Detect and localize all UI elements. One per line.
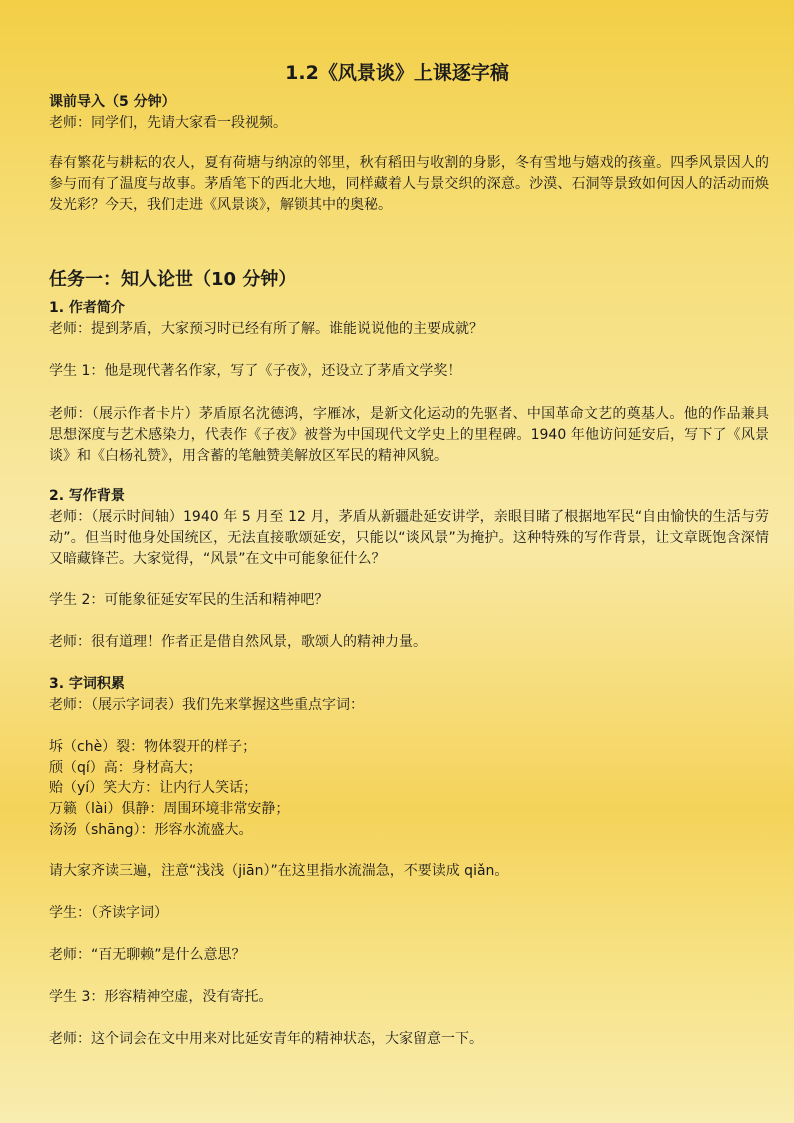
word-item: 贻（yí）笑大方：让内行人笑话； <box>49 780 258 796</box>
word-item: 汤汤（shāng）：形容水流盛大。 <box>49 822 253 838</box>
section1-student1: 学生 1：他是现代著名作家，写了《子夜》，还设立了茅盾文学奖！ <box>49 363 462 379</box>
section1-heading: 1. 作者简介 <box>49 300 125 316</box>
section2-student2: 学生 2：可能象征延安军民的生活和精神吧？ <box>49 592 329 608</box>
students-read: 学生：（齐读字词） <box>49 905 168 921</box>
section3-heading: 3. 字词积累 <box>49 676 125 692</box>
section2-teacher-reply: 老师：很有道理！作者正是借自然风景，歌颂人的精神力量。 <box>49 634 427 650</box>
section1-teacher-card: 老师：（展示作者卡片）茅盾原名沈德鸿，字雁冰，是新文化运动的先驱者、中国革命文艺的奠基人。他的作品兼具思想深度与艺术感染力，代表作《子夜》被誉为中国现代文学史上的里程碑。1940 年他访问延安后，写下了《风景谈》和《白杨礼赞》，用含蓄的笔触赞美解放区军民的精神风貌。 <box>49 406 769 464</box>
read-note: 请大家齐读三遍，注意“浅浅（jiān）”在这里指水流湍急，不要读成 qiǎn。 <box>49 863 509 879</box>
section3-teacher-table: 老师：（展示字词表）我们先来掌握这些重点字词： <box>49 697 364 713</box>
word-item: 坼（chè）裂：物体裂开的样子； <box>49 739 257 755</box>
intro-teacher-line: 老师：同学们，先请大家看一段视频。 <box>49 115 287 131</box>
word-item: 颀（qí）高：身材高大； <box>49 760 202 776</box>
teacher-end: 老师：这个词会在文中用来对比延安青年的精神状态，大家留意一下。 <box>49 1031 483 1047</box>
section2-heading: 2. 写作背景 <box>49 488 125 504</box>
word-item: 万籁（lài）俱静：周围环境非常安静； <box>49 801 290 817</box>
section1-teacher-question: 老师：提到茅盾，大家预习时已经有所了解。谁能说说他的主要成就？ <box>49 321 483 337</box>
intro-paragraph: 春有繁花与耕耘的农人，夏有荷塘与纳凉的邻里，秋有稻田与收割的身影，冬有雪地与嬉戏的孩童。四季风景因人的参与而有了温度与故事。茅盾笔下的西北大地，同样藏着人与景交织的深意。沙漠、石洞等景致如何因人的活动而焕发光彩？今天，我们走进《风景谈》，解锁其中的奥秘。 <box>49 155 769 213</box>
section2-teacher-timeline: 老师：（展示时间轴）1940 年 5 月至 12 月，茅盾从新疆赴延安讲学，亲眼目睹了根据地军民“自由愉快的生活与劳动”。但当时他身处国统区，无法直接歌颂延安，只能以“谈风景”为掩护。这种特殊的写作背景，让文章既饱含深情又暗藏锋芒。大家觉得，“风景”在文中可能象征什么？ <box>49 509 769 567</box>
task1-heading: 任务一：知人论世（10 分钟） <box>49 269 297 290</box>
page-title: 1.2《风景谈》上课逐字稿 <box>285 62 509 84</box>
student3: 学生 3：形容精神空虚，没有寄托。 <box>49 989 273 1005</box>
intro-heading: 课前导入（5 分钟） <box>49 94 176 110</box>
teacher-question-2: 老师：“百无聊赖”是什么意思？ <box>49 947 246 963</box>
